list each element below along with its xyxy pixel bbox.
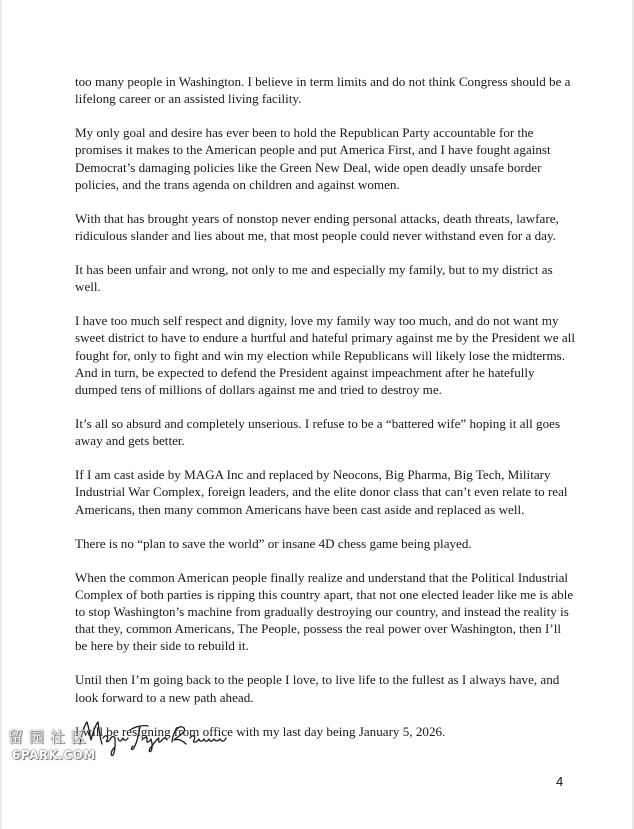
paragraph-common-americans: When the common American people finally realize and understand that the Political Industrial Complex of both parties is ripping this country apart, that not one elected leader like me is able to stop Washington’s machine from gradually destroying our country, and instead the reality is that they, common Americans, The People, possess the real power over Washington, then I’ll be here by their side to rebuild it. — [75, 569, 574, 654]
paragraph-no-plan: There is no “plan to save the world” or insane 4D chess game being played. — [75, 535, 472, 551]
paragraph-absurd: It’s all so absurd and completely unserious. I refuse to be a “battered wife” hoping it all goes away and gets better. — [75, 416, 561, 449]
paragraph-attacks: With that has brought years of nonstop never ending personal attacks, death threats, lawfare, ridiculous slander and lies about me, that most people could never withstand even for a day. — [75, 210, 559, 244]
paragraph-goal: My only goal and desire has ever been to hold the Republican Party accountable for the promises it makes to the American people and put America First, and I have fought against Democrat’s damaging policies like the Green New Deal, wide open deadly unsafe border policies, and the trans agenda on children and against women. — [75, 125, 551, 192]
watermark-chinese-text: 留园社区 — [8, 728, 93, 746]
watermark — [8, 726, 104, 770]
letter-body — [75, 73, 575, 757]
paragraph-cast-aside: If I am cast aside by MAGA Inc and replaced by Neocons, Big Pharma, Big Tech, Military Industrial War Complex, foreign leaders, and the elite donor class that can’t even relate to real Americans, then many common Americans have been cast aside and replaced as well. — [75, 467, 568, 517]
paragraph-resigning: I will be resigning from office with my last day being January 5, 2026. — [75, 723, 446, 739]
paragraph-term-limits: too many people in Washington. I believe in term limits and do not think Congress should be a lifelong career or an assisted living facility. — [75, 74, 571, 107]
paragraph-until-then: Until then I’m going back to the people I love, to live life to the fullest as I always have, and look forward to a new path ahead. — [75, 672, 560, 705]
watermark-site-text: 6PARK.COM — [12, 748, 96, 762]
paragraph-self-respect: I have too much self respect and dignity, love my family way too much, and do not want my sweet district to have to endure a hurtful and hateful primary against me by the President we all fought for, only to fight and win my election while Republicans will likely lose the midterms. And in turn, be expected to defend the President against impeachment after he hatefully dumped tens of millions of dollars against me and tried to destroy me. — [75, 313, 575, 398]
page-number: 4 — [556, 774, 564, 789]
paragraph-unfair: It has been unfair and wrong, not only to me and especially my family, but to my district as well. — [75, 262, 553, 295]
letter-page — [2, 0, 632, 829]
